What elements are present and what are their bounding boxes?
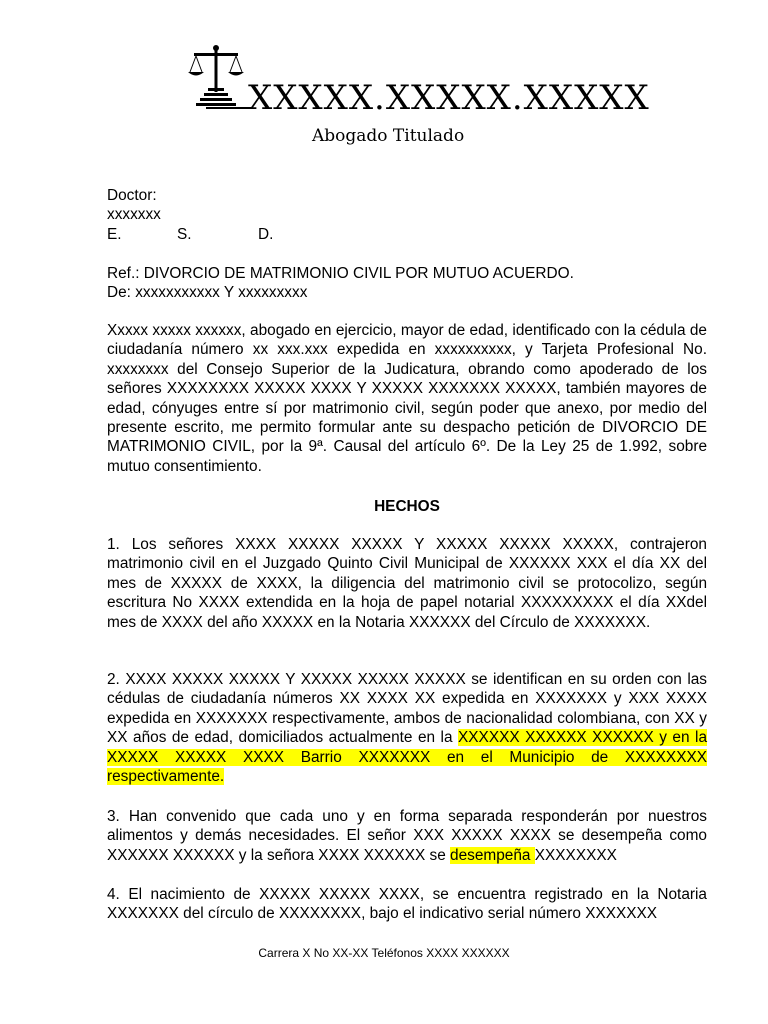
fact-3-highlight: desempeña [450,846,535,864]
fact-2-text: 2. XXXX XXXXX XXXXX Y XXXXX XXXXX XXXXX se identifican en su orden con las cédulas de ciudadanía números XX XXXX XX expedida en XXXXXXX y XXX XXXX expedida en XXXXXXX respectivamente, ambos de nacionalidad colombiana, con XX y XX años de edad, domiciliados actualmente en la [107,671,707,747]
fact-4-paragraph: 4. El nacimiento de XXXXX XXXXX XXXX, se encuentra registrado en la Notaria XXXXXXX del círculo de XXXXXXXX, bajo el indicativo serial número XXXXXXX [107,886,707,923]
fact-2-paragraph [107,670,707,786]
addressee-esd [107,225,707,244]
fact-3-paragraph [107,807,707,865]
fact-1-paragraph: 1. Los señores XXXX XXXXX XXXXX Y XXXXX XXXXX XXXXX, contrajeron matrimonio civil en el Juzgado Quinto Civil Municipal de XXXXXX XXX el día XX del mes de XXXXX de XXXX, la diligencia del matrimonio civil se protocolizo, según escritura No XXXX extendida en la hoja de papel notarial XXXXXXXXX el día XXdel mes de XXXX del año XXXXX en la Notaria XXXXXX del Círculo de XXXXXXX. [107,536,707,631]
addressee-salutation: Doctor: [107,187,157,204]
esd-d: D. [258,225,274,243]
reference-line: Ref.: DIVORCIO DE MATRIMONIO CIVIL POR MUTUO ACUERDO. [107,265,574,282]
hechos-heading: HECHOS [374,498,440,515]
footer-contact: Carrera X No XX-XX Teléfonos XXXX XXXXXX [258,946,510,960]
esd-s: S. [177,225,192,243]
fact-3-tail: XXXXXXXX [534,846,617,864]
addressee-name: xxxxxxx [107,206,161,224]
reference-block [107,264,707,303]
lawyer-name: XXXXX.XXXXX.XXXXX [248,78,650,118]
esd-e: E. [107,225,122,243]
letterhead [186,44,666,156]
fact-2-highlight: XXXXXX XXXXXX XXXXXX y en la XXXXX XXXXX XXXX Barrio XXXXXXX en el Municipio de XXXXXXXX respectivamente. [107,729,708,786]
lawyer-title: Abogado Titulado [312,126,465,146]
addressee-block [107,186,707,244]
from-line: De: xxxxxxxxxxx Y xxxxxxxxx [107,284,308,302]
scales-of-justice-icon [186,44,254,110]
fact-3-text: 3. Han convenido que cada uno y en forma separada responderán por nuestros alimentos y demás necesidades. El señor XXX XXXXX XXXX se desempeña como XXXXXX XXXXXX y la señora XXXX XXXXXX se [107,808,707,864]
intro-paragraph: Xxxxx xxxxx xxxxxx, abogado en ejercicio, mayor de edad, identificado con la cédula de ciudadanía número xx xxx.xxx expedida en xxxxxxxxxx, y Tarjeta Profesional No. xxxxxxxx del Consejo Superior de la Judicatura, obrando como apoderado de los señores XXXXXXXX XXXXX XXXX Y XXXXX XXXXXXX XXXXX, también mayores de edad, cónyuges entre sí por matrimonio civil, según poder que anexo, por medio del presente escrito, me permito formular ante su despacho petición de DIVORCIO DE MATRIMONIO CIVIL, por la 9ª. Causal del artículo 6º. De la Ley 25 de 1.992, sobre mutuo consentimiento. [107,322,707,475]
